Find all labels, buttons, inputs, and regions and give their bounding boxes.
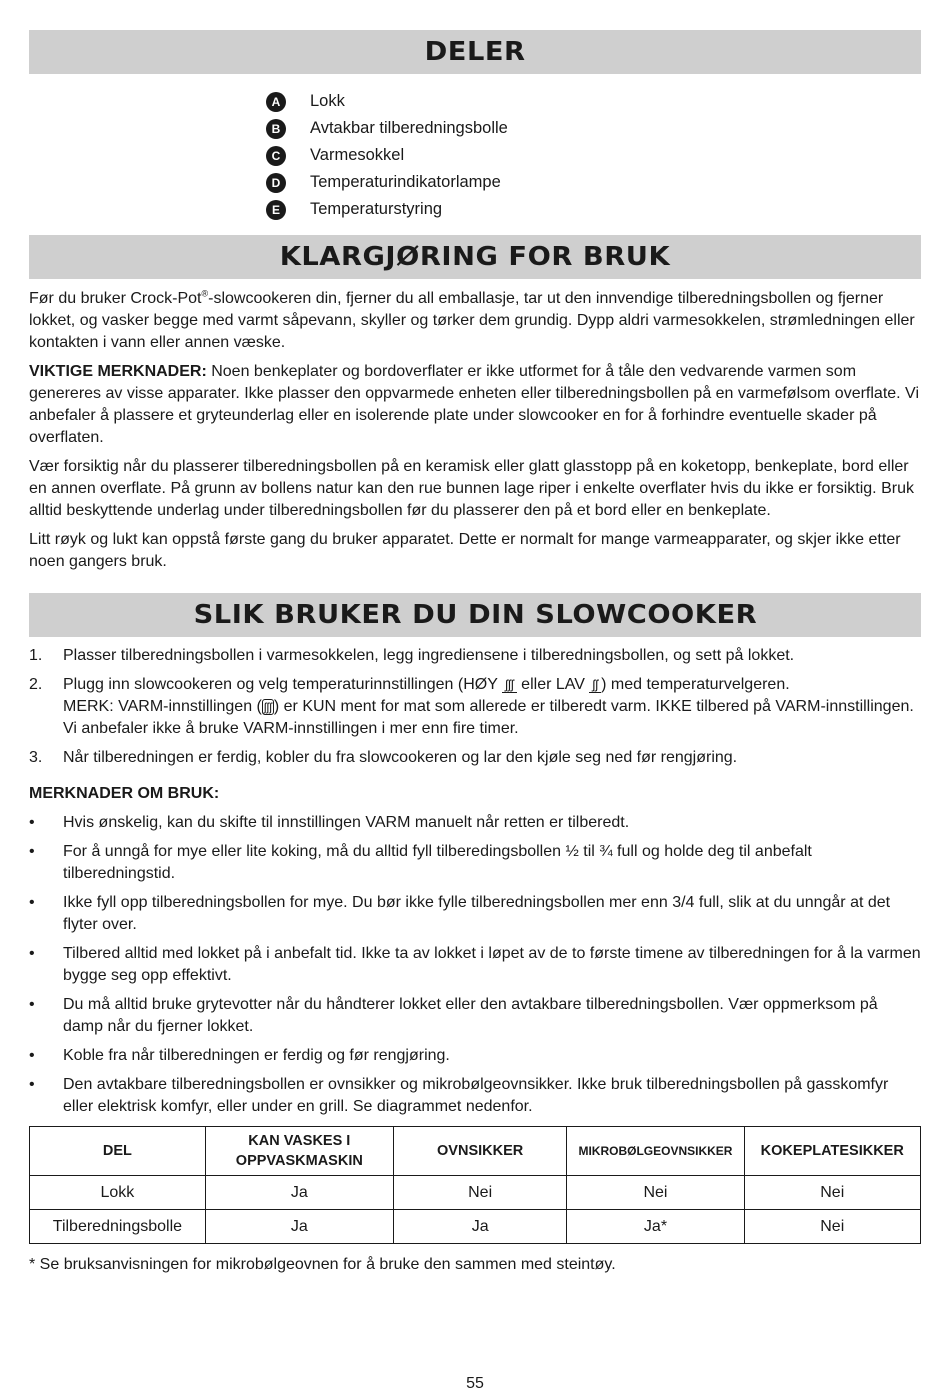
note-item (29, 892, 921, 936)
part-item (266, 169, 508, 196)
section-header-klargjoring (29, 235, 921, 279)
table-row (30, 1176, 921, 1210)
bullet: • (29, 1076, 35, 1093)
step-number: 3. (29, 749, 43, 766)
safety-table (29, 1126, 921, 1244)
note-item (29, 994, 921, 1038)
part-letter-c-icon: C (266, 146, 286, 166)
note-item (29, 1045, 921, 1067)
part-letter-a-icon: A (266, 92, 286, 112)
table-cell: Ja (393, 1210, 567, 1244)
note-item (29, 841, 921, 885)
note-text: Tilbered alltid med lokket på i anbefalt tid. Ikke ta av lokket i løpet av de to første timene av tilberedningen for å la varmen bygge seg opp effektivt. (63, 945, 921, 984)
bullet: • (29, 894, 35, 911)
prep-p1-start: Før du bruker Crock-Pot (29, 290, 202, 307)
step-text: Plasser tilberedningsbollen i varmesokkelen, legg ingrediensene i tilberedningsbollen, og sett på lokket. (63, 647, 795, 664)
table-cell: Ja (205, 1176, 393, 1210)
column-header: MIKROBØLGEOVNSIKKER (567, 1127, 744, 1176)
part-label: Temperaturindikatorlampe (310, 173, 501, 191)
parts-list (266, 88, 508, 223)
table-header-row (30, 1127, 921, 1176)
heat-warm-icon: ʃʃʃ (263, 700, 272, 714)
step-item (29, 645, 921, 667)
column-header: KOKEPLATESIKKER (744, 1127, 921, 1176)
note-item (29, 1074, 921, 1118)
table-cell: Nei (744, 1176, 921, 1210)
section-title: DELER (424, 37, 526, 67)
table-row (30, 1210, 921, 1244)
page-number: 55 (466, 1375, 484, 1392)
section-header-deler (29, 30, 921, 74)
note-text: Hvis ønskelig, kan du skifte til innstillingen VARM manuelt når retten er tilberedt. (63, 814, 630, 831)
column-header: DEL (30, 1127, 206, 1176)
note-text: Ikke fyll opp tilberedningsbollen for mye. Du bør ikke fylle tilberedningsbollen mer enn 3/4 full, slik at du unngår at det flyter over. (63, 894, 891, 933)
step-text: Plugg inn slowcookeren og velg temperaturinnstillingen (HØY (63, 676, 503, 693)
step-number: 2. (29, 676, 43, 693)
prep-paragraph: Litt røyk og lukt kan oppstå første gang du bruker apparatet. Dette er normalt for mange varmeapparater, og skjer ikke etter noen gangers bruk. (29, 531, 901, 570)
note-text: Den avtakbare tilberedningsbollen er ovnsikker og mikrobølgeovnsikker. Ikke bruk tilberedningsbollen på gasskomfyr eller elektrisk komfyr, eller under en grill. Se diagrammet nedenfor. (63, 1076, 889, 1115)
section-title: SLIK BRUKER DU DIN SLOWCOOKER (193, 600, 757, 630)
step-number: 1. (29, 647, 43, 664)
important-notes-label: VIKTIGE MERKNADER: (29, 363, 207, 380)
step-item (29, 674, 921, 740)
usage-text (29, 645, 921, 1125)
step-item (29, 747, 921, 769)
table-cell: Nei (744, 1210, 921, 1244)
part-item (266, 142, 508, 169)
bullet: • (29, 1047, 35, 1064)
prep-p1-rest: -slowcookeren din, fjerner du all emballasje, tar ut den innvendige tilberedningsbollen og fjerner lokket, og vasker begge med varmt såpevann, skyller og tørker dem grundig. Dypp aldri varmesokkelen, strømledningen eller kontakten i vann eller annen væske. (29, 290, 915, 351)
step-text: Når tilberedningen er ferdig, kobler du fra slowcookeren og lar den kjøle seg ned før rengjøring. (63, 749, 738, 766)
important-notes-paragraph (29, 361, 921, 449)
step-text: ) med temperaturvelgeren. (601, 676, 790, 693)
table-cell: Nei (393, 1176, 567, 1210)
table-cell: Nei (567, 1176, 744, 1210)
part-label: Temperaturstyring (310, 200, 443, 218)
note-item (29, 812, 921, 834)
part-letter-e-icon: E (266, 200, 286, 220)
part-item (266, 88, 508, 115)
part-item (266, 115, 508, 142)
note-item (29, 943, 921, 987)
part-letter-b-icon: B (266, 119, 286, 139)
step-text: eller LAV (516, 676, 590, 693)
notes-heading: MERKNADER OM BRUK: (29, 785, 220, 802)
table-cell: Ja (205, 1210, 393, 1244)
step-note: ) er KUN ment for mat som allerede er tilberedt varm. IKKE tilbered på VARM-innstillingen. Vi anbefaler ikke å bruke VARM-innstillingen i mer enn fire timer. (63, 698, 914, 737)
important-notes-text: Noen benkeplater og bordoverflater er ikke utformet for å tåle den vedvarende varmen som genereres av visse apparater. Ikke plasser den oppvarmede enheten eller tilberedningsbollen på en varmefølsom overflate. Vi anbefaler å plassere et gryteunderlag eller en isolerende plate under slowcooker en for å forhindre eventuelle skader på overflaten. (29, 363, 919, 446)
prep-paragraph (29, 288, 921, 354)
prep-text (29, 288, 921, 580)
prep-paragraph: Vær forsiktig når du plasserer tilberedningsbollen på en keramisk eller glatt glasstopp på en koketopp, benkeplate, bord eller en annen overflate. På grunn av bollens natur kan den rue bunnen lage riper i enkelte overflater hvis du ikke er forsiktig. Bruk alltid beskyttende underlag under tilberedningsbollen før du plasserer den på et bord eller en benkeplate. (29, 458, 914, 519)
column-header: KAN VASKES I OPPVASKMASKIN (205, 1127, 393, 1176)
section-title: KLARGJØRING FOR BRUK (279, 242, 671, 272)
bullet: • (29, 814, 35, 831)
part-item (266, 196, 508, 223)
heat-low-icon: ʃʃ (589, 678, 601, 693)
section-header-slik-bruker (29, 593, 921, 637)
column-header: OVNSIKKER (393, 1127, 567, 1176)
part-letter-d-icon: D (266, 173, 286, 193)
footnote: * Se bruksanvisningen for mikrobølgeovnen for å bruke den sammen med steintøy. (29, 1256, 616, 1273)
note-text: For å unngå for mye eller lite koking, må du alltid fyll tilberedingsbollen ½ til ¾ full og holde deg til anbefalt tilberedningstid. (63, 843, 812, 882)
steps-list (29, 645, 921, 769)
table-cell: Ja* (567, 1210, 744, 1244)
step-note: MERK: VARM-innstillingen ( (63, 698, 262, 715)
part-label: Lokk (310, 92, 345, 110)
table-cell: Tilberedningsbolle (30, 1210, 206, 1244)
note-text: Du må alltid bruke grytevotter når du håndterer lokket eller den avtakbare tilberedningsbollen. Vær oppmerksom på damp når du fjerner lokket. (63, 996, 878, 1035)
part-label: Avtakbar tilberedningsbolle (310, 119, 508, 137)
bullet: • (29, 996, 35, 1013)
bullet: • (29, 843, 35, 860)
table-cell: Lokk (30, 1176, 206, 1210)
part-label: Varmesokkel (310, 146, 405, 164)
registered-mark: ® (201, 288, 209, 299)
heat-high-icon: ʃʃʃ (502, 678, 517, 693)
bullet: • (29, 945, 35, 962)
note-text: Koble fra når tilberedningen er ferdig og før rengjøring. (63, 1047, 450, 1064)
notes-list (29, 812, 921, 1118)
